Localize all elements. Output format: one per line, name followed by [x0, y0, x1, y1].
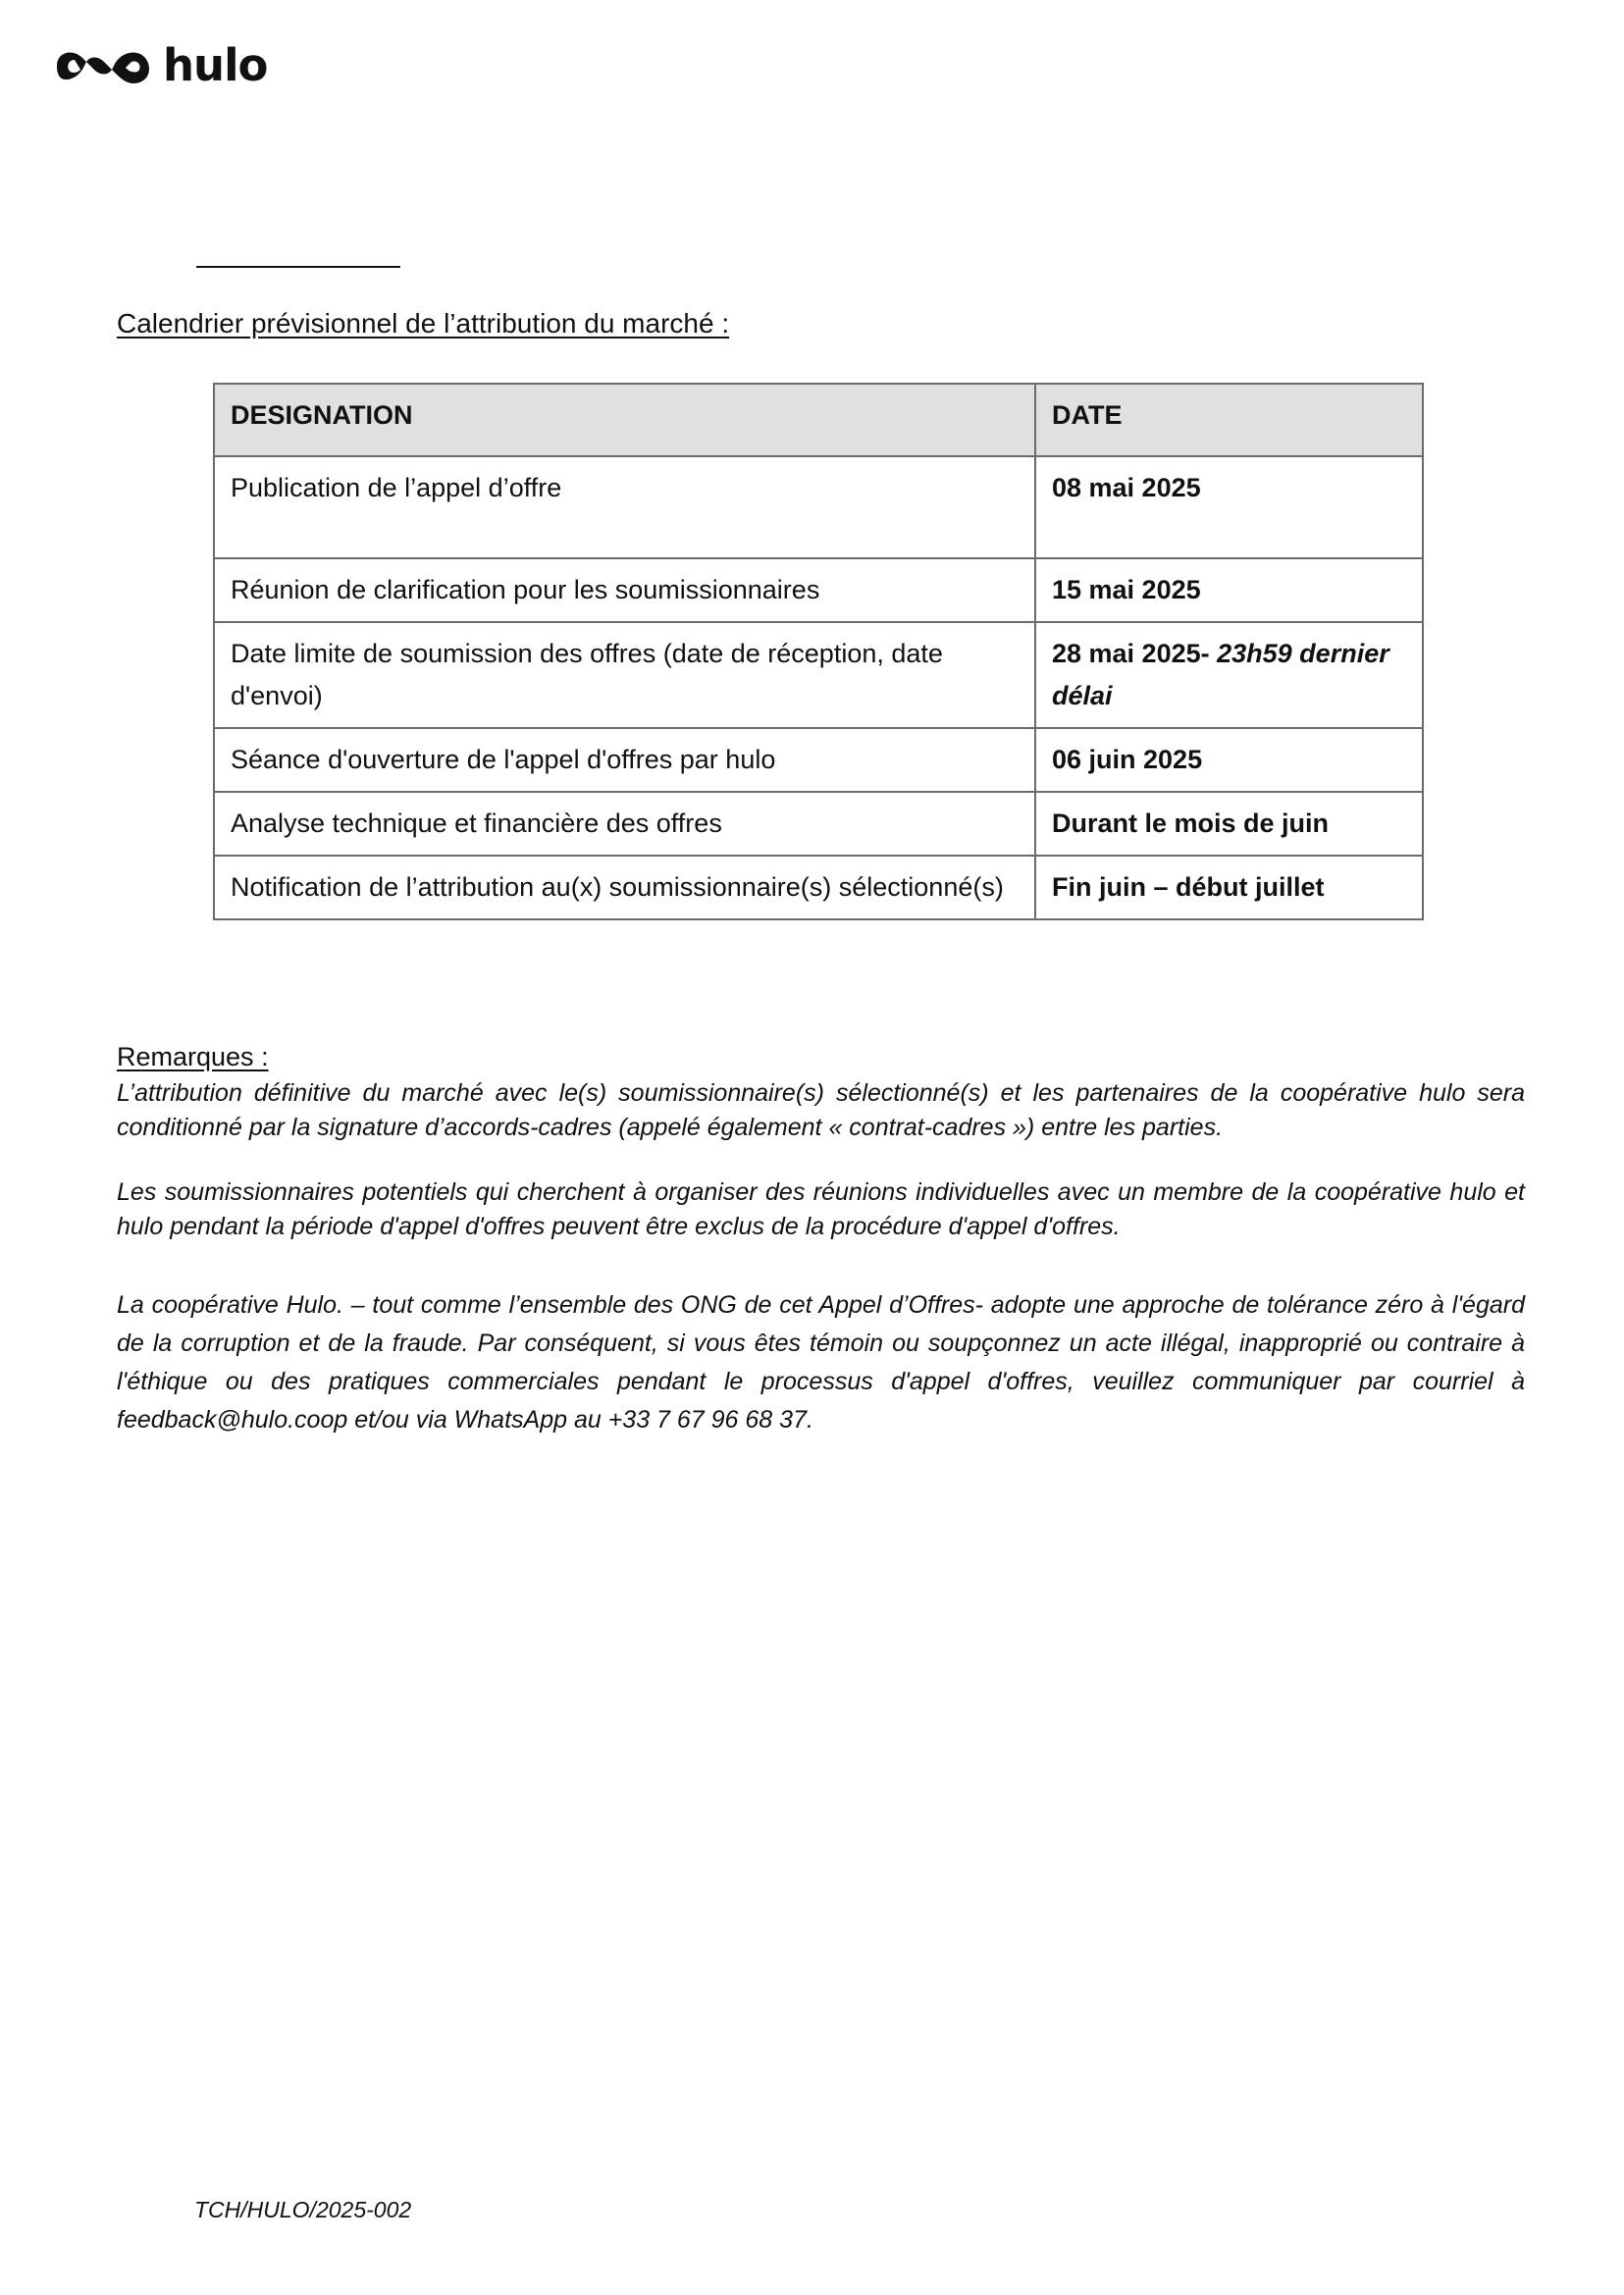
date-italic-text: 23h59 dernier délai — [1052, 639, 1389, 710]
table-row — [214, 792, 1423, 856]
date-cell: Durant le mois de juin — [1035, 792, 1423, 856]
section-heading: Calendrier prévisionnel de l’attribution du marché : — [117, 308, 730, 339]
hulo-logo-mark-icon — [55, 46, 153, 85]
document-reference: TCH/HULO/2025-002 — [194, 2197, 412, 2222]
table-row — [214, 558, 1423, 622]
remarks-title: Remarques : — [117, 1042, 269, 1071]
signature-rule — [196, 266, 400, 268]
remark-paragraph: La coopérative Hulo. – tout comme l’ensemble des ONG de cet Appel d’Offres- adopte une approche de tolérance zéro à l'égard de la corruption et de la fraude. Par conséquent, si vous êtes témoin ou soupçonnez un acte illégal, inapproprié ou contraire à l'éthique ou des pratiques commerciales pendant le processus d'appel d'offres, veuillez communiquer par courriel à feedback@hulo.coop et/ou via WhatsApp au +33 7 67 96 68 37. — [117, 1291, 1525, 1434]
schedule-table — [213, 383, 1424, 920]
date-cell: Fin juin – début juillet — [1035, 856, 1423, 919]
table-row — [214, 622, 1423, 728]
designation-cell: Publication de l’appel d’offre — [214, 456, 1035, 558]
date-text: 28 mai 2025- — [1052, 639, 1210, 668]
date-cell: 06 juin 2025 — [1035, 728, 1423, 792]
designation-cell: Notification de l’attribution au(x) soumissionnaire(s) sélectionné(s) — [214, 856, 1035, 919]
date-cell: 08 mai 2025 — [1035, 456, 1423, 558]
header-designation: DESIGNATION — [214, 384, 1035, 456]
table-row — [214, 456, 1423, 558]
header-date: DATE — [1035, 384, 1423, 456]
designation-cell: Analyse technique et financière des offres — [214, 792, 1035, 856]
date-cell — [1035, 622, 1423, 728]
date-cell: 15 mai 2025 — [1035, 558, 1423, 622]
remark-paragraph: Les soumissionnaires potentiels qui cherchent à organiser des réunions individuelles avec un membre de la coopérative hulo et hulo pendant la période d'appel d'offres peuvent être exclus de la procédure d'appel d'offres. — [117, 1178, 1525, 1240]
logo-text: hulo — [163, 39, 268, 91]
table-header-row — [214, 384, 1423, 456]
table-row — [214, 856, 1423, 919]
designation-cell: Réunion de clarification pour les soumissionnaires — [214, 558, 1035, 622]
remark-paragraph: L’attribution définitive du marché avec le(s) soumissionnaire(s) sélectionné(s) et les partenaires de la coopérative hulo sera conditionné par la signature d’accords-cadres (appelé également « contrat-cadres ») entre les parties. — [117, 1079, 1525, 1141]
designation-cell: Séance d'ouverture de l'appel d'offres par hulo — [214, 728, 1035, 792]
hulo-logo — [55, 39, 268, 91]
designation-cell: Date limite de soumission des offres (date de réception, date d'envoi) — [214, 622, 1035, 728]
table-row — [214, 728, 1423, 792]
